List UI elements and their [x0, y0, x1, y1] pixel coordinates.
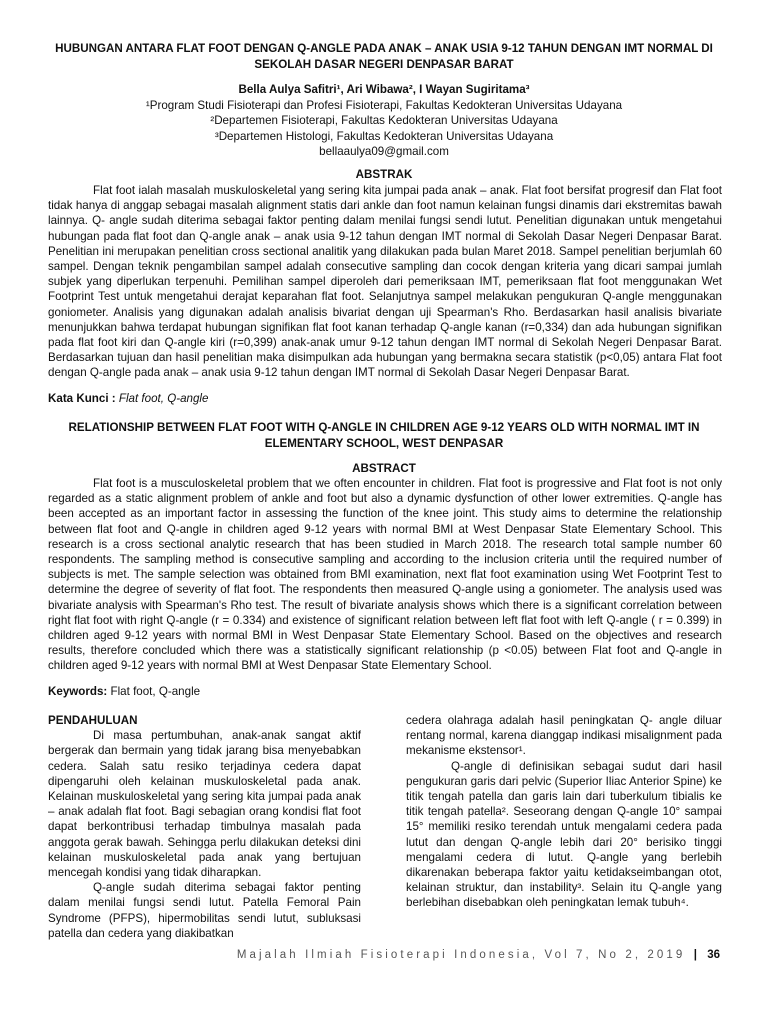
abstrak-keywords-value: Flat foot, Q-angle	[118, 392, 209, 405]
affiliation-3: ³Departemen Histologi, Fakultas Kedokteran Universitas Udayana	[214, 129, 554, 143]
abstrak-keywords	[48, 392, 208, 405]
abstrak-heading: ABSTRAK	[355, 168, 413, 181]
paper-title: HUBUNGAN ANTARA FLAT FOOT DENGAN Q-ANGLE PADA ANAK – ANAK USIA 9-12 TAHUN DENGAN IMT NORMAL DI SEKOLAH DASAR NEGERI DENPASAR BARAT	[55, 42, 713, 71]
english-title: RELATIONSHIP BETWEEN FLAT FOOT WITH Q-ANGLE IN CHILDREN AGE 9-12 YEARS OLD WITH NORMAL IMT IN ELEMENTARY SCHOOL, WEST DENPASAR	[68, 421, 700, 450]
footer-separator: |	[693, 949, 697, 961]
right-column	[406, 713, 722, 911]
pendahuluan-heading: PENDAHULUAN	[48, 714, 138, 727]
affiliation-2: ²Departemen Fisioterapi, Fakultas Kedokteran Universitas Udayana	[210, 114, 558, 127]
left-column	[48, 713, 361, 941]
abstrak-body: Flat foot ialah masalah muskuloskeletal yang sering kita jumpai pada anak – anak. Flat foot bersifat progresif dan Flat foot tidak hanya di anggap sebagai masalah alignment statis dari ankle dan foot namun kelainan fungsi dinamis dari ekstremitas bawah lainnya. Q- angle sudah diterima sebagai faktor penting dalam menilai fungsi sendi lutut. Penelitian digunakan untuk mengetahui hubungan pada flat foot dan Q-angle anak – anak usia 9-12 tahun dengan IMT normal di Sekolah Dasar Negeri Denpasar Barat. Penelitian ini merupakan penelitian cross sectional analitik yang dilakukan pada bulan Maret 2018. Sampel penelitian berjumlah 60 sampel. Dengan teknik pengambilan sampel adalah consecutive sampling dan cocok dengan kriteria yang dicari sampai jumlah subjek yang diperlukan terpenuhi. Pemilihan sampel diperoleh dari pemeriksaan IMT, pemeriksaan flat foot menggunakan Wet Footprint Test untuk mengetahui derajat keparahan flat foot. Selanjutnya sampel melakukan pengukuran Q-angle menggunakan goniometer. Analisis yang digunakan adalah analisis bivariat dengan uji Spearman's Rho. Berdasarkan hasil analisis bivariate menunjukkan bahwa terdapat hubungan signifikan flat foot kanan terhadap Q-angle kanan (r=0,334) dan ada hubungan signifikan pada flat foot kiri dan Q-angle kiri (r=0,399) anak-anak umur 9-12 tahun dengan IMT normal di Sekolah Negeri Denpasar Barat. Berdasarkan tujuan dan hasil penelitian maka disimpulkan ada hubungan yang bermakna secara statistik (p<0,05) antara Flat foot dengan Q-angle pada anak – anak usia 9-12 tahun dengan IMT normal di Sekolah Dasar Negeri Denpasar Barat.	[48, 184, 722, 380]
abstract-heading: ABSTRACT	[352, 462, 416, 475]
abstract-body: Flat foot is a musculoskeletal problem that we often encounter in children. Flat foot is progressive and Flat foot is not only regarded as a static alignment problem of ankle and foot but also a dynamic dysfunction of other lower extremities. Q-angle has been accepted as an important factor in assessing the function of the knee joint. This study aims to determine the relationship between flat foot and Q-angle in children aged 9-12 years with normal BMI at West Denpasar State Elementary School. This research is a cross sectional analytic research that has been studied in March 2018. The research total sample number 60 respondents. The sampling method is consecutive sampling and according to the inclusion criteria until the required number of subjects is met. The sample selection was obtained from BMI examination, next flat foot examination using Wet Footprint Test to determine the degree of severity of flat foot. The respondents then measured Q-angle using a goniometer. The analysis used was bivariate analysis with Spearman's Rho test. The result of bivariate analysis shows which there is a significant correlation between right flat foot with right Q-angle (r = 0.334) and existence of significant relation between left flat foot with left Q-angle ( r = 0.399) in children aged 9-12 years with normal BMI in West Denpasar State Elementary School. Based on the objectives and research results, therefore concluded which there was a statistically significant relationship (p <0.05) between Flat foot and Q-angle in children aged 9-12 years with normal BMI at West Denpasar State Elementary School.	[48, 477, 722, 673]
abstract-keywords-value: Flat foot, Q-angle	[110, 685, 201, 698]
pendahuluan-left-p1: Di masa pertumbuhan, anak-anak sangat aktif bergerak dan bermain yang tidak jarang bisa menyebabkan cedera. Salah satu resiko terjadinya cedera dapat dipengaruhi oleh kelainan muskuloskeletal pada anak. Kelainan muskuloskeletal yang sering kita jumpai pada anak – anak adalah flat foot. Bagi sebagian orang kondisi flat foot dapat berkontribusi terhadap timbulnya masalah pada anggota gerak bawah. Sehingga perlu dilakukan deteksi dini kelainan muskuloskeletal pada anak yang bertujuan mencegah kondisi yang tidak diharapkan.	[48, 729, 361, 880]
author-names: Bella Aulya Safitri¹, Ari Wibawa², I Wayan Sugiritama³	[238, 83, 530, 96]
page-footer	[237, 949, 720, 961]
pendahuluan-left-p2: Q-angle sudah diterima sebagai faktor penting dalam menilai fungsi sendi lutut. Patella Femoral Pain Syndrome (PFPS), hipermobilitas sendi lutut, subluksasi patella dan cedera yang diakibatkan	[48, 881, 361, 940]
abstrak-keywords-label: Kata Kunci :	[48, 392, 116, 405]
abstract-keywords	[48, 685, 200, 698]
pendahuluan-right-p1: cedera olahraga adalah hasil peningkatan Q- angle diluar rentang normal, karena dianggap indikasi misalignment pada mekanisme ekstensor¹.	[406, 714, 722, 758]
abstract-keywords-label: Keywords:	[48, 685, 108, 698]
pendahuluan-right-p2: Q-angle di definisikan sebagai sudut dari hasil pengukuran garis dari pelvic (Superior Iliac Anterior Spine) ke titik tengah patella dan garis lain dari tuberkulum tibialis ke titik tengah patella². Seseorang dengan Q-angle 10° sampai 15° memiliki resiko terendah untuk mengalami cedera pada lutut dan dengan Q-angle lebih dari 20° berisiko tinggi mengalami cedera di lutut. Q-angle yang berlebih dikarenakan beberapa faktor yaitu ketidakseimbangan otot, kelainan struktur, dan instability³. Selain itu Q-angle yang berlebihan disebabkan oleh peningkatan lemak tubuh⁴.	[406, 759, 722, 910]
author-block	[40, 82, 728, 160]
journal-name: Majalah Ilmiah Fisioterapi Indonesia, Vol 7, No 2, 2019	[236, 949, 686, 961]
page-number: 36	[707, 949, 720, 961]
affiliation-1: ¹Program Studi Fisioterapi dan Profesi Fisioterapi, Fakultas Kedokteran Universitas Udayana	[145, 98, 623, 112]
author-email[interactable]: bellaaulya09@gmail.com	[319, 145, 449, 158]
